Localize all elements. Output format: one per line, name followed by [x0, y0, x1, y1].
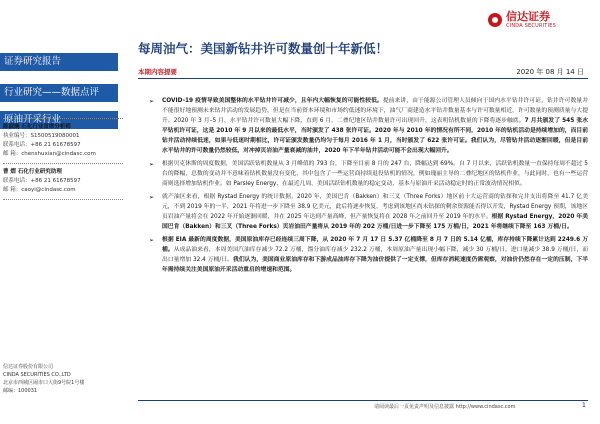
- paragraph-lead: COVID-19 疫情导致美国整体的水平钻井许可减少，且年内大幅恢复的可能性较低。: [162, 98, 383, 104]
- analyst-1: [3, 123, 96, 159]
- paragraph: [147, 96, 588, 156]
- paragraph-text: 提前来讲，由于能源公司管理人员倾向于国内水平钻井许可证，钻井许可数量并不能很好地预测未来钻井活动的发展趋势，但是在当前资本环境和市场约低迷的环境下，油气厂商建造水平钻井数量基本与许可数量相近，许可数量的预测质量与大提升。2020 年 3 月–5 月，水平钻井许可数量大幅下降，直到 6 月，二叠纪地区钻井数量许可出现回升，这表明钻机数量的下降将逐步触底。: [162, 98, 588, 124]
- company-address: [3, 363, 84, 395]
- company-postcode: 邮编：100031: [3, 388, 38, 394]
- sidebar-research-type: 行业研究——数据点评: [0, 84, 118, 102]
- report-date: 2020 年 08 月 14 日: [516, 68, 584, 76]
- bullet-icon: ➢: [149, 194, 155, 201]
- paragraph: [147, 235, 588, 275]
- paragraph: [147, 192, 588, 232]
- analyst-2: [3, 168, 81, 195]
- company-name-en: CINDA SECURITIES CO.,LTD: [3, 372, 71, 378]
- company-street: 北京市西城区闹市口大街9号院1号楼: [3, 380, 85, 386]
- logo-text: [506, 11, 556, 29]
- paragraph-emphasis: 我们认为，美国商业原油库存和下游成品油库存下降为油价提供了一定支撑，但库存消耗速度仍需观察，对油价仍然存在一定的压制，下半年需持续关注美国原油开采活动重启的增速和范围。: [162, 257, 588, 273]
- analyst-2-name: 曹 熠 石化行业研究助理: [3, 169, 62, 175]
- paragraph-emphasis: 根据 Rystad Energy，2020 年美国巴肯（Bakken）和三叉（Three Forks）页岩油田产量将从 2019 年的 202 万桶/日进一步下降至 175 万桶/日，2021 年将继续下降至 163 万桶/日。: [162, 214, 588, 230]
- company-name: 信达证券股份有限公司: [3, 364, 54, 370]
- footer-rule: [138, 400, 588, 401]
- bullet-icon: ➢: [149, 98, 155, 105]
- divider: [3, 199, 123, 200]
- paragraph-text: 就产油区来看，根据 Rystad Energy 的统计数据，2020 年，美国巴肯（Bakken）和三叉（Three Forks）地区前十大运营商的钻探和完井支出将降至 41.7 亿美元，不到 2019 年的一半，2021 年将进一步下降至 38.9 亿美元，此后将逐步恢复，考虑到该地区尚未钻探的剩余资源能否得以开发，Rystad Energy 预期，该地区页岩油产量将会在 2022 年开始逐渐回暖，并在 2025 年达到产量高峰，但产量恢复将在 2028 年之前回升至 2019 年的水平。: [162, 194, 588, 220]
- page-header: [0, 0, 600, 36]
- divider: [3, 118, 123, 119]
- report-body: [147, 96, 588, 278]
- analyst-1-license: 执业编号：S1500519080001: [3, 133, 80, 139]
- bullet-icon: ➢: [149, 161, 155, 168]
- disclaimer-note: 请阅读最后一页免责声明及信息披露 http://www.cindasc.com: [374, 404, 516, 410]
- analyst-1-email: 邮 箱：chenshuxian@cindasc.com: [3, 151, 96, 157]
- section-subhead: 本期内容提要: [138, 68, 177, 76]
- sidebar-industry: 原油开采行业: [0, 111, 118, 129]
- paragraph-text: 从成品油来看，本周美国汽油库存减少 72.2 万桶，馏分油库存减少 232.2 万桶，本周原油产量出现小幅下降，减少 30 万桶/日，进口量减少 38.9 万桶/日，而出口量增加 32.4 万桶/日。: [162, 247, 588, 263]
- logo-cn: 信达证券: [506, 10, 550, 23]
- divider: [3, 163, 123, 164]
- analyst-1-name: 陈淑娴 石化行业首席分析师: [3, 124, 71, 130]
- page-number: 1: [582, 402, 586, 409]
- analyst-2-phone: 联系电话：+86 21 61678597: [3, 178, 81, 184]
- bullet-icon: ➢: [149, 237, 155, 244]
- company-logo: [488, 11, 556, 29]
- sidebar-report-type: 证券研究报告: [0, 53, 118, 71]
- cinda-logo-icon: [488, 13, 502, 27]
- paragraph-text: 根据贝克休斯的周度数据，美国活跃钻机数量从 3 月峰值的 793 台，下降至目前 8 月的 247 台，降幅达到 69%。自 7 月以来，活跃钻机数量一直保持每周不超过 5 台的降幅，总数的变动并不意味着钻机数量没有变化，其中包含了一些运营商持续退役钻机的情况，例如瑰丽主导的二叠纪地区的钻机作业，与此同时，也有一些运营商则选择增加钻机作业。如 Parsley Energy、在最近几周，美国活跃钻机数量的稳定变动，基本与原油开采活动稳定时的正常波动情况相似。: [162, 161, 588, 187]
- logo-en: CINDA SECURITIES: [506, 23, 556, 29]
- paragraph-lead: 根据 EIA 最新的周度数据，美国原油库存已经连续三周下降，从 2020 年 7 月 17 日 5.37 亿桶降至 8 月 7 日的 5.14 亿桶，库存持续下降累计达到 2249.6 万桶。: [162, 237, 588, 253]
- analyst-1-phone: 联系电话：+86 21 61678597: [3, 142, 81, 148]
- page-title: 每周油气：美国新钻井许可数量创十年新低！: [138, 41, 389, 56]
- subhead-bar: [138, 67, 588, 79]
- paragraph-emphasis: 7 月共颁发了 545 张水平钻机许可证，这是 2010 年 9 月以来的最低水平，当时颁发了 438 张许可证。2020 年与 2010 年的情况有所不同，2010 年的钻机活动是持续增加的，而目前钻井活动持续低迷，如果与低迷时期相比，许可证颁发数量仍均匀于每月 2016 年 1 月，当时颁发了 622 张许可证。我们认为，尽管钻井活动逐渐回暖，但是目前水平钻井的许可数量仍然较低，对冲掉页岩油产量衰减的油井，2020 年下半年钻井活动可能不会出现大幅回升。: [162, 118, 588, 154]
- analyst-2-email: 邮 箱：caoyi@cindasc.com: [3, 187, 76, 193]
- paragraph: [147, 159, 588, 189]
